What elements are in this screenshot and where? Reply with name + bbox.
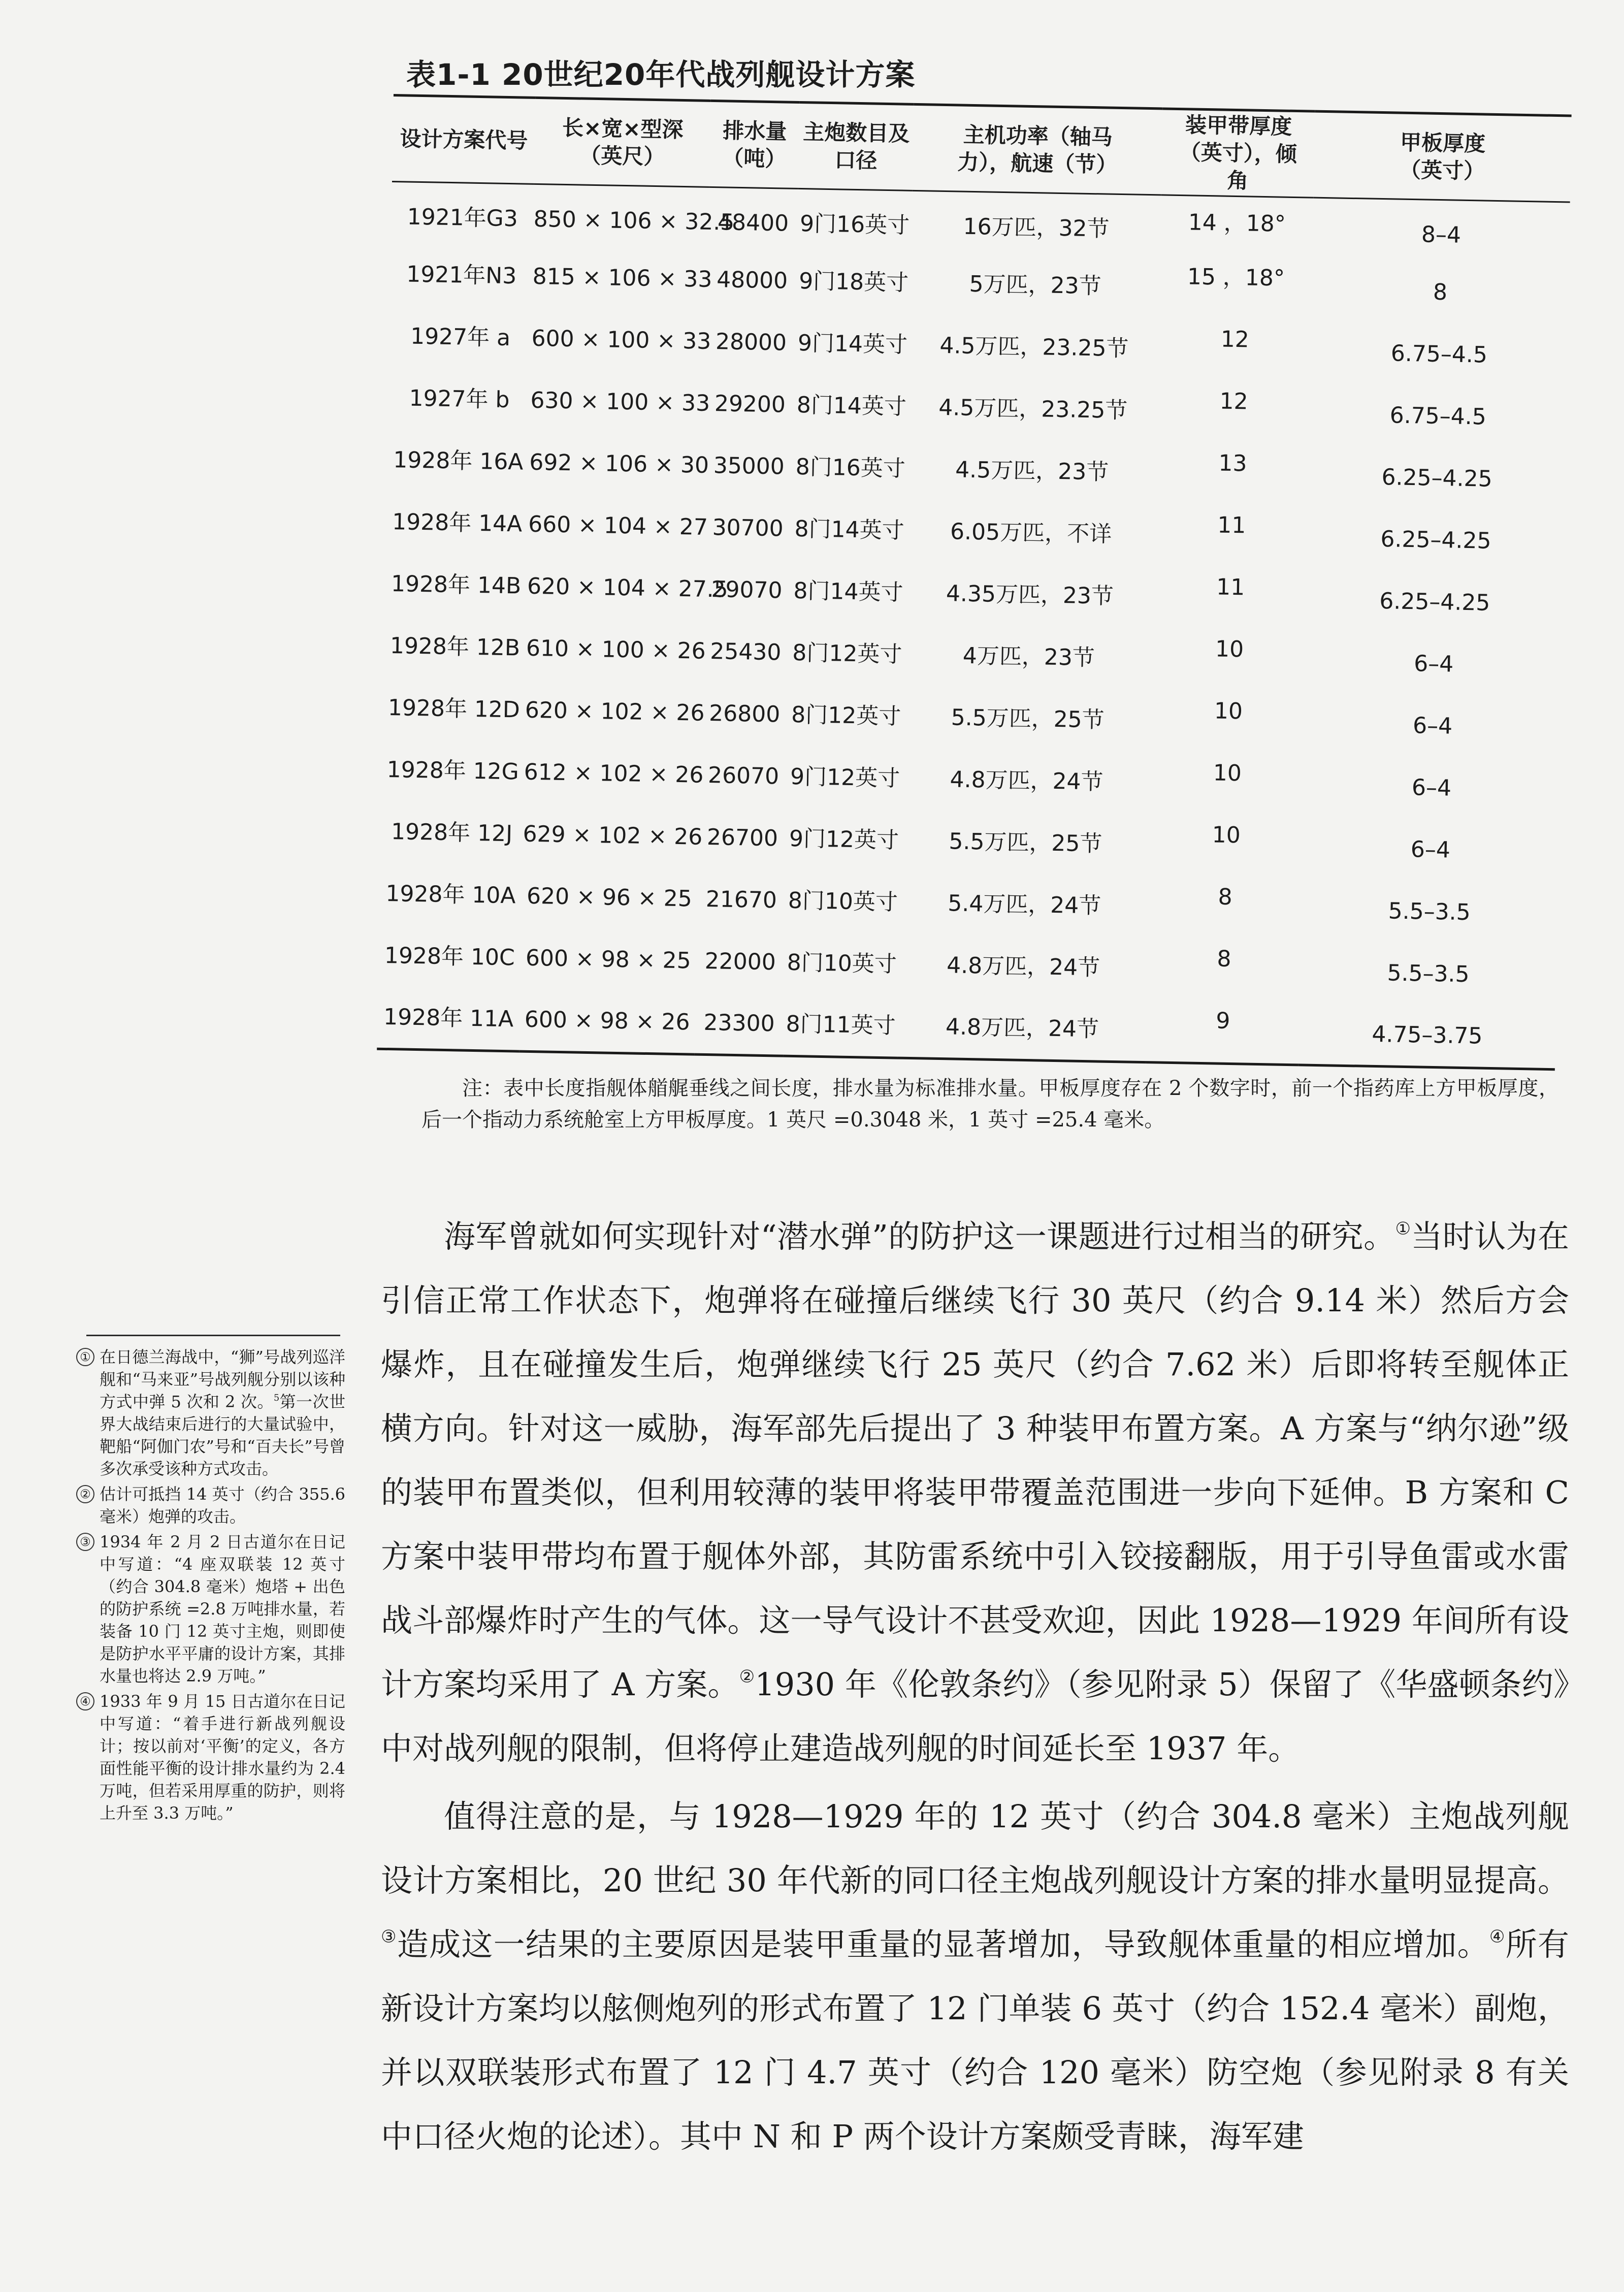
footnote-4-marker: ④	[76, 1692, 94, 1710]
cell-dimensions: 850 × 106 × 32.5	[533, 206, 735, 236]
cell-displacement: 26700	[706, 824, 778, 852]
footnote-1-text	[100, 1346, 345, 1480]
cell-displacement: 48400	[717, 209, 789, 237]
col-header-displacement: 排水量 （吨）	[709, 101, 800, 188]
cell-deck-armor: 6.25–4.25	[1379, 588, 1490, 617]
cell-belt-armor: 12	[1220, 326, 1250, 352]
cell-belt-armor: 8	[1218, 884, 1233, 910]
cell-deck-armor: 8–4	[1421, 221, 1461, 248]
cell-power-speed: 5.5万匹，25节	[951, 704, 1105, 733]
cell-displacement: 26070	[707, 762, 779, 790]
cell-belt-armor: 14 ，18°	[1188, 209, 1286, 237]
cell-deck-armor: 5.5–3.5	[1388, 898, 1471, 926]
cell-deck-armor: 6.25–4.25	[1380, 526, 1491, 555]
cell-belt-armor: 10	[1214, 697, 1243, 724]
cell-main-guns: 9门18英寸	[798, 268, 909, 297]
cell-power-speed: 5万匹，23节	[969, 271, 1102, 300]
footnote-ref-4: ④	[1489, 1926, 1506, 1947]
cell-deck-armor: 6–4	[1412, 713, 1453, 739]
cell-displacement: 48000	[716, 267, 788, 294]
cell-power-speed: 5.4万匹，24节	[947, 890, 1101, 919]
cell-belt-armor: 11	[1216, 573, 1245, 600]
cell-belt-armor: 9	[1146, 1000, 1300, 1065]
cell-deck-armor: 6.75–4.5	[1390, 340, 1488, 368]
cell-displacement: 23300	[694, 992, 784, 1056]
col-header-main-guns: 主炮数目及 口径	[798, 102, 914, 190]
cell-dimensions: 815 × 106 × 33	[532, 264, 712, 293]
battleship-design-table	[377, 94, 1572, 1071]
footnote-4	[76, 1690, 345, 1824]
footnote-4-text: 1933 年 9 月 15 日古道尔在日记中写道：“着手进行新战列舰设计；按以前对‘平衡’的定义，各方面性能平衡的设计排水量约为 2.4 万吨，但若采用厚重的防护，则将上升至 3.3 万吨。”	[100, 1692, 345, 1823]
cell-dimensions: 610 × 100 × 26	[526, 635, 706, 665]
cell-power-speed: 4.5万匹，23节	[955, 457, 1109, 486]
cell-dimensions: 629 × 102 × 26	[523, 821, 703, 851]
cell-design-code: 1928年 10C	[384, 943, 515, 971]
footnote-2-text: 估计可抵挡 14 英寸（约合 355.6 毫米）炮弹的攻击。	[100, 1484, 345, 1526]
table-title: 表1-1 20世纪20年代战列舰设计方案	[406, 57, 916, 92]
cell-power-speed: 4.5万匹，23.25节	[938, 395, 1128, 424]
cell-dimensions: 620 × 104 × 27.5	[527, 573, 729, 603]
cell-deck-armor: 6–4	[1413, 651, 1454, 677]
cell-dimensions: 692 × 106 × 30	[529, 449, 709, 479]
col-header-design-code: 设计方案代号	[392, 95, 536, 184]
cell-main-guns: 8门12英寸	[792, 640, 902, 668]
footnote-1	[76, 1346, 345, 1480]
col-header-dimensions: 长×宽×型深 （英尺）	[534, 98, 711, 187]
cell-deck-armor: 8	[1433, 279, 1448, 306]
cell-deck-armor: 6.75–4.5	[1389, 402, 1487, 430]
cell-displacement: 28000	[715, 329, 787, 356]
cell-design-code: 1928年 12J	[391, 819, 513, 847]
footnote-3	[76, 1531, 345, 1687]
col-header-power-speed: 主机功率（轴马 力），航速（节）	[913, 104, 1163, 195]
cell-dimensions: 612 × 102 × 26	[524, 759, 704, 789]
cell-main-guns: 9门16英寸	[799, 211, 910, 239]
footnote-2	[76, 1483, 345, 1528]
cell-design-code: 1921年N3	[406, 261, 517, 289]
cell-belt-armor: 10	[1213, 759, 1242, 786]
cell-deck-armor: 4.75–3.75	[1298, 1003, 1556, 1070]
p1-part-a: 海军曾就如何实现针对“潜水弹”的防护这一课题进行过相当的研究。	[444, 1218, 1395, 1255]
cell-main-guns: 8门14英寸	[793, 578, 903, 606]
footnote-ref-3: ③	[381, 1926, 397, 1947]
body-paragraph-2	[381, 1785, 1569, 2169]
cell-dimensions: 600 × 100 × 33	[531, 326, 711, 355]
cell-design-code: 1927年 a	[410, 323, 511, 351]
cell-deck-armor: 6.25–4.25	[1381, 464, 1493, 493]
cell-main-guns: 8门11英寸	[783, 994, 898, 1058]
cell-power-speed: 5.5万匹，25节	[949, 828, 1102, 857]
cell-belt-armor: 15 ，18°	[1187, 263, 1285, 292]
cell-displacement: 25430	[709, 638, 782, 666]
cell-dimensions: 660 × 104 × 27	[528, 511, 708, 541]
cell-main-guns: 9门14英寸	[797, 330, 908, 359]
cell-design-code: 1928年 12D	[387, 695, 521, 723]
cell-design-code: 1928年 14B	[391, 571, 522, 599]
cell-main-guns: 8门10英寸	[787, 950, 897, 978]
cell-design-code: 1921年G3	[407, 204, 518, 232]
cell-power-speed: 4.8万匹，24节	[897, 996, 1147, 1062]
cell-design-code: 1928年 16A	[393, 447, 524, 475]
table-note: 注：表中长度指舰体艏艉垂线之间长度，排水量为标准排水量。甲板厚度存在 2 个数字时，前一个指药库上方甲板厚度，后一个指动力系统舱室上方甲板厚度。1 英尺 =0.3048 米，1 英寸 =25.4 毫米。	[421, 1077, 1559, 1132]
cell-dimensions: 630 × 100 × 33	[530, 388, 710, 417]
cell-belt-armor: 10	[1215, 635, 1244, 662]
cell-power-speed: 4.8万匹，24节	[950, 766, 1103, 795]
footnote-ref-2: ②	[739, 1666, 755, 1687]
cell-displacement: 26800	[708, 700, 781, 728]
cell-main-guns: 9门12英寸	[789, 826, 899, 854]
cell-dimensions: 600 × 98 × 25	[525, 945, 692, 974]
cell-design-code: 1928年 12B	[389, 633, 521, 661]
body-paragraph-1	[381, 1205, 1569, 1781]
cell-displacement: 21670	[705, 886, 777, 914]
footnote-ref-1: ①	[1395, 1218, 1411, 1239]
cell-displacement: 29200	[714, 391, 786, 418]
cell-design-code: 1927年 b	[409, 385, 510, 413]
cell-design-code: 1928年 14A	[392, 509, 523, 537]
cell-main-guns: 9门12英寸	[790, 764, 900, 792]
cell-main-guns: 8门16英寸	[795, 454, 906, 482]
cell-power-speed: 4.8万匹，24节	[946, 952, 1100, 981]
cell-main-guns: 8门14英寸	[794, 516, 905, 544]
cell-design-code: 1928年 12G	[386, 757, 519, 785]
footnote-3-marker: ③	[76, 1533, 94, 1551]
cell-design-code: 1928年 11A	[377, 987, 520, 1051]
cell-dimensions: 600 × 98 × 26	[519, 989, 695, 1054]
cell-belt-armor: 13	[1218, 449, 1248, 476]
footnote-2-marker: ②	[76, 1485, 94, 1503]
cell-design-code: 1928年 10A	[385, 881, 516, 909]
cell-dimensions: 620 × 96 × 25	[526, 883, 693, 912]
p2-part-a: 值得注意的是，与 1928—1929 年的 12 英寸（约合 304.8 毫米）主炮战列舰设计方案相比，20 世纪 30 年代新的同口径主炮战列舰设计方案的排水量明显提高。	[381, 1798, 1569, 1899]
cell-belt-armor: 11	[1217, 511, 1246, 538]
p2-part-b: 造成这一结果的主要原因是装甲重量的显著增加，导致舰体重量的相应增加。	[397, 1926, 1489, 1963]
footnote-divider	[86, 1335, 340, 1336]
cell-deck-armor: 6–4	[1411, 774, 1452, 801]
cell-power-speed: 4万匹，23节	[962, 643, 1095, 671]
col-header-deck-armor: 甲板厚度 （英寸）	[1314, 111, 1572, 202]
cell-power-speed: 6.05万匹，不详	[950, 519, 1112, 548]
footnote-1-text-part2: 第一次世界大战结束后进行的大量试验中，靶船“阿伽门农”号和“百夫长”号曾多次承受该种方式攻击。	[100, 1392, 345, 1478]
p2-part-c: 所有新设计方案均以舷侧炮列的形式布置了 12 门单装 6 英寸（约合 152.4 毫米）副炮，并以双联装形式布置了 12 门 4.7 英寸（约合 120 毫米）防空炮（参见附录 8 有关中口径火炮的论述）。其中 N 和 P 两个设计方案颇受青睐，海军建	[381, 1926, 1569, 2155]
cell-belt-armor: 10	[1212, 821, 1241, 848]
footnote-1-ref: 5	[273, 1393, 280, 1403]
cell-dimensions: 620 × 102 × 26	[525, 697, 705, 727]
cell-displacement: 29070	[711, 576, 783, 604]
cell-power-speed: 16万匹，32节	[963, 213, 1110, 242]
cell-belt-armor: 12	[1219, 388, 1249, 414]
cell-main-guns: 8门12英寸	[791, 702, 901, 730]
p1-part-c: 1930 年《伦敦条约》（参见附录 5）保留了《华盛顿条约》中对战列舰的限制，但将停止建造战列舰的时间延长至 1937 年。	[381, 1666, 1569, 1767]
col-header-belt-armor: 装甲带厚度 （英寸），倾 角	[1161, 109, 1315, 198]
cell-displacement: 22000	[704, 948, 776, 976]
cell-deck-armor: 5.5–3.5	[1387, 960, 1470, 988]
cell-main-guns: 8门14英寸	[796, 392, 907, 421]
body-text	[381, 1205, 1569, 2169]
cell-deck-armor: 6–4	[1410, 836, 1451, 863]
cell-power-speed: 4.35万匹，23节	[946, 580, 1114, 610]
footnote-1-text-part1: 在日德兰海战中，“狮”号战列巡洋舰和“马来亚”号战列舰分别以该种方式中弹 5 次和 2 次。	[100, 1347, 345, 1411]
cell-displacement: 30700	[712, 514, 784, 542]
cell-belt-armor: 8	[1217, 946, 1231, 972]
cell-main-guns: 8门10英寸	[788, 888, 898, 916]
cell-power-speed: 4.5万匹，23.25节	[939, 333, 1129, 362]
p1-part-b: 当时认为在引信正常工作状态下，炮弹将在碰撞后继续飞行 30 英尺（约合 9.14 米）然后方会爆炸，且在碰撞发生后，炮弹继续飞行 25 英尺（约合 7.62 米）后即将转至舰体正横方向。针对这一威胁，海军部先后提出了 3 种装甲布置方案。A 方案与“纳尔逊”级的装甲布置类似，但利用较薄的装甲将装甲带覆盖范围进一步向下延伸。B 方案和 C 方案中装甲带均布置于舰体外部，其防雷系统中引入铰接翻版，用于引导鱼雷或水雷战斗部爆炸时产生的气体。这一导气设计不甚受欢迎，因此 1928—1929 年间所有设计方案均采用了 A 方案。	[381, 1218, 1569, 1703]
footnote-1-marker: ①	[76, 1348, 94, 1366]
sidebar-footnotes	[76, 1346, 345, 1827]
footnote-3-text: 1934 年 2 月 2 日古道尔在日记中写道：“4 座双联装 12 英寸（约合 304.8 毫米）炮塔 + 出色的防护系统 =2.8 万吨排水量，若装备 10 门 12 英寸主炮，则即使是防护水平平庸的设计方案，其排水量也将达 2.9 万吨。”	[100, 1532, 345, 1686]
cell-displacement: 35000	[713, 453, 785, 480]
